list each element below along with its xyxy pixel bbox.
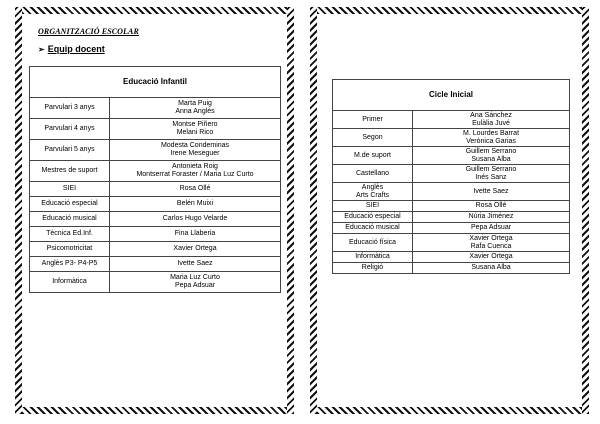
staff-name: Irene Meseguer: [170, 150, 220, 157]
staff-name: Melani Rico: [176, 129, 214, 136]
section-heading: [38, 44, 105, 54]
role-label: M.de suport: [354, 151, 391, 159]
role-label: Castellano: [355, 169, 390, 177]
names-cell: [110, 272, 281, 293]
role-label: Educació especial: [41, 200, 98, 207]
table-row: [30, 242, 281, 257]
border-left: [15, 7, 22, 414]
table-row: [30, 119, 281, 140]
names-cell: [413, 111, 570, 129]
right-page: [310, 7, 589, 414]
names-cell: [110, 242, 281, 257]
table-row: [333, 183, 570, 201]
role-label: Parvulari 3 anys: [44, 104, 95, 111]
role-label: Psicomotricitat: [46, 245, 93, 252]
staff-name: Rosa Ollé: [179, 185, 211, 192]
table-row: [30, 182, 281, 197]
border-bottom: [15, 407, 294, 414]
border-left: [310, 7, 317, 414]
role-cell: [30, 98, 110, 119]
role-label: Parvulari 4 anys: [44, 125, 95, 132]
staff-name: Modesta Condeminas: [160, 142, 230, 149]
table-row: [30, 98, 281, 119]
names-cell: [413, 263, 570, 274]
role-label: Segon: [362, 133, 383, 141]
names-cell: [110, 182, 281, 197]
role-cell: [30, 242, 110, 257]
role-cell: [30, 227, 110, 242]
table-row: [333, 147, 570, 165]
role-cell: [333, 252, 413, 263]
table-row: [333, 263, 570, 274]
staff-name: Xavier Ortega: [173, 245, 217, 252]
table-row: [30, 140, 281, 161]
role-cell: [30, 257, 110, 272]
names-cell: [413, 129, 570, 147]
role-label: Mestres de suport: [41, 167, 98, 174]
role-cell: [30, 272, 110, 293]
table-row: [30, 227, 281, 242]
role-cell: [30, 212, 110, 227]
staff-name: Guillem Serrano: [465, 165, 517, 173]
role-label: SIEI: [62, 185, 77, 192]
names-cell: [413, 234, 570, 252]
role-label: Tècnica Ed.Inf.: [46, 230, 93, 237]
role-cell: [333, 223, 413, 234]
names-cell: [110, 161, 281, 182]
role-cell: [333, 111, 413, 129]
table-row: [333, 165, 570, 183]
staff-name: Pepa Adsuar: [174, 282, 216, 289]
table-row: [333, 212, 570, 223]
table-row: [333, 252, 570, 263]
table-title: Cicle Inicial: [333, 80, 570, 111]
role-cell: [333, 147, 413, 165]
table-row: [333, 129, 570, 147]
names-cell: [110, 197, 281, 212]
staff-name: Núria Jiménez: [468, 213, 514, 220]
names-cell: [413, 212, 570, 223]
role-label: Parvulari 5 anys: [44, 146, 95, 153]
border-top: [310, 7, 589, 14]
staff-name: Maria Luz Curto: [170, 274, 220, 281]
table-row: [333, 234, 570, 252]
names-cell: [110, 140, 281, 161]
border-right: [287, 7, 294, 414]
staff-name: Pepa Adsuar: [470, 224, 512, 231]
role-label: Educació especial: [344, 213, 401, 220]
table-row: [333, 201, 570, 212]
role-cell: [30, 119, 110, 140]
role-cell: [30, 161, 110, 182]
role-label: Educació musical: [42, 215, 97, 222]
staff-name: Xavier Ortega: [469, 234, 513, 242]
border-top: [15, 7, 294, 14]
role-cell: [333, 129, 413, 147]
names-cell: [110, 212, 281, 227]
staff-name: Anna Anglès: [175, 108, 215, 115]
border-right: [582, 7, 589, 414]
document-header: ORGANITZACIÓ ESCOLAR: [38, 27, 139, 36]
table-row: [30, 257, 281, 272]
role-label: SIEI: [365, 202, 380, 209]
role-label: Educació física: [348, 238, 397, 246]
role-label: Anglès P3- P4-P5: [41, 260, 98, 267]
border-bottom: [310, 407, 589, 414]
staff-name: Ivette Saez: [473, 187, 509, 195]
role-cell: [333, 201, 413, 212]
staff-name: Eulàlia Juvé: [472, 119, 510, 127]
staff-name: Ana Sánchez: [470, 111, 512, 119]
staff-name: Fina Llaberia: [174, 230, 216, 237]
names-cell: [110, 257, 281, 272]
role-cell: [333, 263, 413, 274]
staff-name: Susana Alba: [471, 155, 511, 163]
names-cell: [413, 165, 570, 183]
table-row: [30, 212, 281, 227]
role-label: Educació musical: [345, 224, 400, 231]
names-cell: [110, 119, 281, 140]
staff-name: Xavier Ortega: [469, 253, 513, 260]
table-row: [30, 161, 281, 182]
role-label: Anglès: [361, 183, 384, 191]
role-cell: [30, 140, 110, 161]
table-row: [30, 197, 281, 212]
section-title: Equip docent: [47, 44, 105, 54]
arrow-bullet-icon: ➢: [38, 44, 45, 54]
staff-name: Guillem Serrano: [465, 147, 517, 155]
cicle-inicial-staff-table: [332, 79, 570, 274]
names-cell: [110, 98, 281, 119]
role-label: Arts Crafts: [355, 191, 390, 199]
role-cell: [333, 212, 413, 223]
role-cell: [333, 165, 413, 183]
staff-name: Rafa Cuenca: [470, 242, 512, 250]
table-row: [333, 223, 570, 234]
staff-name: Montse Piñero: [172, 121, 218, 128]
names-cell: [413, 201, 570, 212]
left-page: [15, 7, 294, 414]
staff-name: Antonieta Roig: [172, 163, 218, 170]
staff-name: Verònica Garias: [466, 137, 516, 145]
role-cell: [333, 234, 413, 252]
staff-name: Susana Alba: [471, 264, 511, 271]
infantil-staff-table: [29, 66, 281, 293]
staff-name: Rosa Ollé: [475, 202, 507, 209]
staff-name: Carlos Hugo Velarde: [162, 215, 228, 222]
role-cell: [333, 183, 413, 201]
names-cell: [413, 147, 570, 165]
staff-name: Belén Muixi: [176, 200, 214, 207]
names-cell: [413, 183, 570, 201]
names-cell: [413, 223, 570, 234]
role-label: Informàtica: [52, 278, 87, 285]
table-title: Educació Infantil: [30, 67, 281, 98]
role-label: Primer: [362, 115, 383, 123]
staff-name: Inés Sanz: [475, 173, 507, 181]
staff-name: Montserrat Foraster / Maria Luz Curto: [136, 171, 254, 178]
staff-name: Marta Puig: [178, 100, 212, 107]
role-cell: [30, 197, 110, 212]
names-cell: [413, 252, 570, 263]
staff-name: Ivette Saez: [177, 260, 213, 267]
names-cell: [110, 227, 281, 242]
role-label: Informàtica: [355, 253, 390, 260]
table-row: [333, 111, 570, 129]
role-label: Religió: [361, 264, 384, 271]
staff-name: M. Lourdes Barrat: [462, 129, 520, 137]
role-cell: [30, 182, 110, 197]
table-row: [30, 272, 281, 293]
